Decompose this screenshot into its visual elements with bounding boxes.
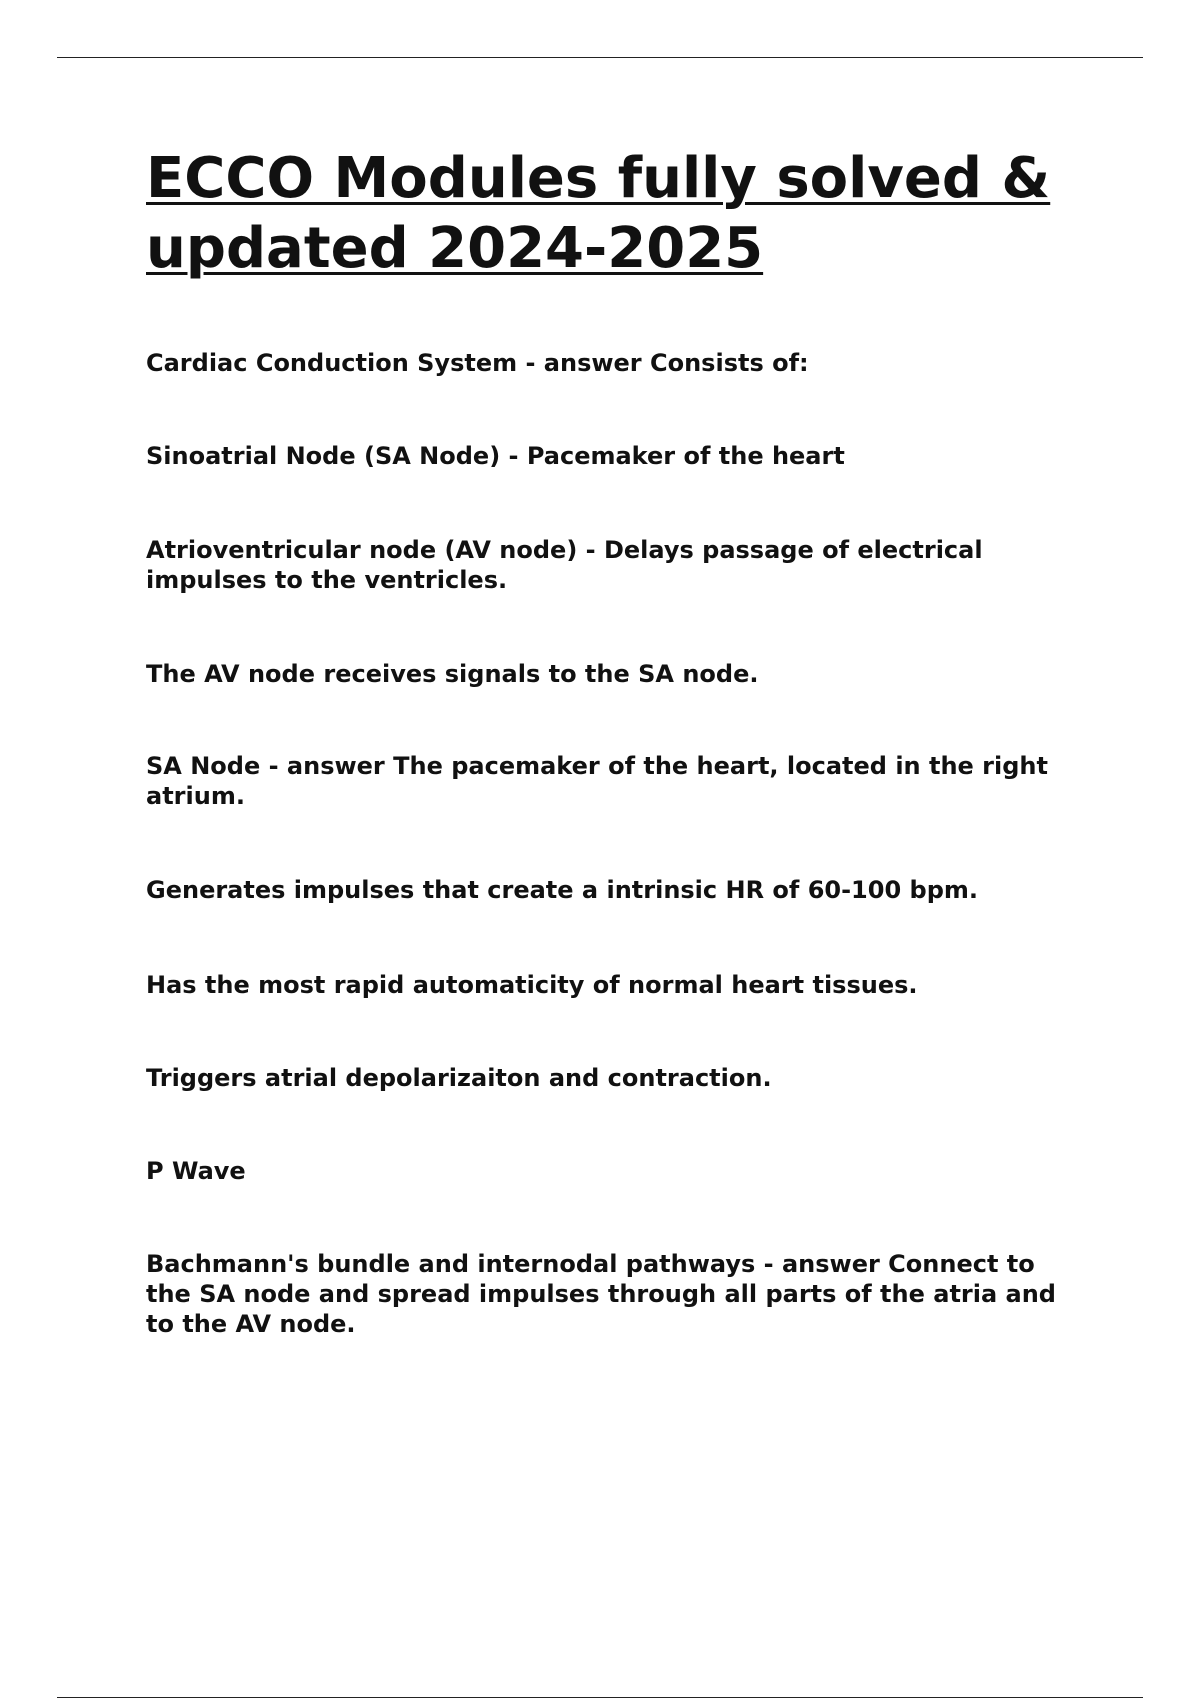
bottom-divider [57,1697,1143,1698]
entry-cardiac-conduction-system: Cardiac Conduction System - answer Consists of: [146,349,809,377]
entry-p-wave: P Wave [146,1157,246,1185]
entry-automaticity: Has the most rapid automaticity of normal heart tissues. [146,971,918,999]
entry-atrial-depolarization: Triggers atrial depolarizaiton and contraction. [146,1064,772,1092]
document-body [146,144,1086,284]
entry-av-node-signals: The AV node receives signals to the SA node. [146,660,759,688]
document-title: ECCO Modules fully solved & updated 2024-2025 [146,146,1051,281]
entry-sa-node-pacemaker: Sinoatrial Node (SA Node) - Pacemaker of the heart [146,442,845,470]
entry-intrinsic-heart-rate: Generates impulses that create a intrinsic HR of 60-100 bpm. [146,876,978,904]
entry-av-node: Atrioventricular node (AV node) - Delays passage of electrical impulses to the ventricles. [146,536,983,594]
entry-bachmanns-bundle: Bachmann's bundle and internodal pathways - answer Connect to the SA node and spread impulses through all parts of the atria and to the AV node. [146,1250,1056,1338]
top-divider [57,57,1143,58]
entry-sa-node-location: SA Node - answer The pacemaker of the heart, located in the right atrium. [146,752,1048,810]
